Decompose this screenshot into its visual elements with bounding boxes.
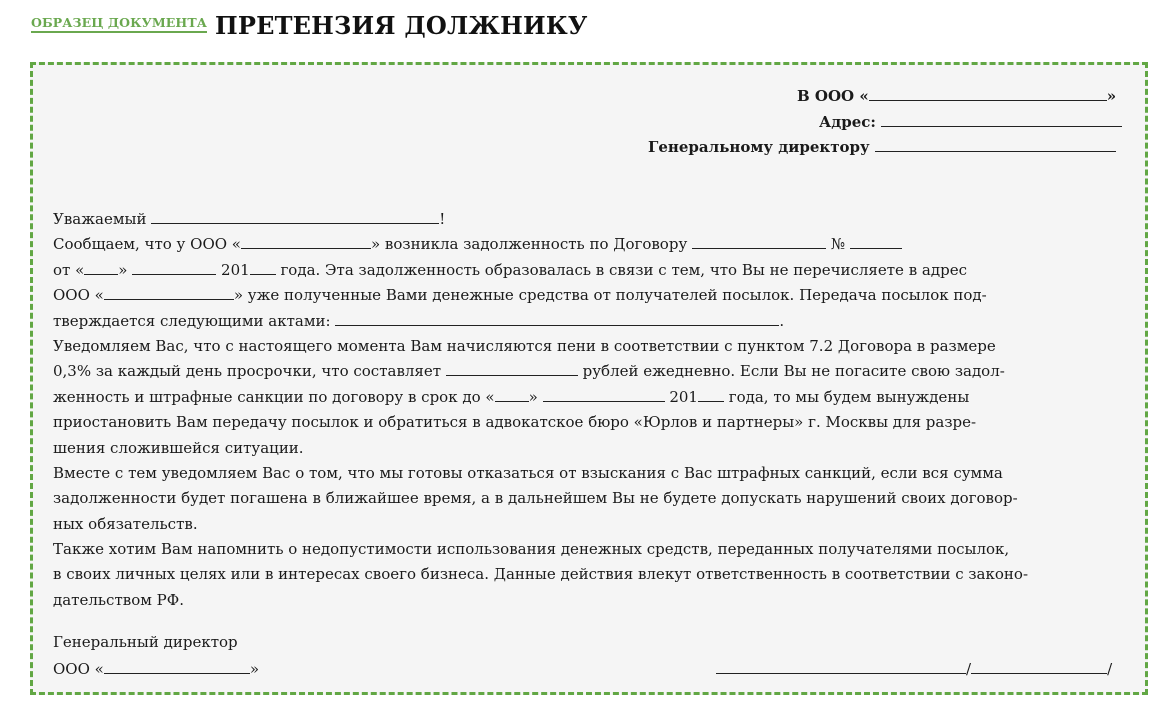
signature-slash: / <box>966 660 972 678</box>
debtor-company-blank <box>241 234 371 249</box>
signature-slash: / <box>1107 660 1113 678</box>
line-text: Вместе с тем уведомляем Вас о том, что мы готовы отказаться от взыскания с Вас штрафных санкций, если вся сумма <box>53 463 1003 482</box>
letter-line <box>53 283 1125 308</box>
greeting-line <box>53 207 1125 232</box>
line-text: рублей ежедневно. Если Вы не погасите свою задол- <box>582 362 1005 381</box>
letter-line <box>53 486 1125 511</box>
letter-line <box>53 562 1125 587</box>
name-decoding-blank <box>971 659 1107 674</box>
letter-line <box>53 537 1125 562</box>
addressee-company-suffix: » <box>1106 87 1117 105</box>
addressee-director-line <box>648 137 1116 156</box>
line-text: тверждается следующими актами: <box>53 311 331 330</box>
signature-position <box>53 633 238 651</box>
letter-line <box>53 258 1125 283</box>
addressee-company-prefix: В ООО « <box>797 87 869 105</box>
line-text: » <box>528 387 538 406</box>
letter-line <box>53 588 1125 613</box>
line-text: 201 <box>669 387 698 406</box>
document-header <box>31 6 588 40</box>
line-text: женность и штрафные санкции по договору в срок до « <box>53 387 495 406</box>
penalty-amount-blank <box>446 361 578 376</box>
letter-line <box>53 232 1125 257</box>
company-prefix: ООО « <box>53 660 104 678</box>
line-text: года, то мы будем вынуждены <box>728 387 970 406</box>
company-blank <box>104 285 234 300</box>
line-text: ООО « <box>53 286 104 305</box>
letter-line <box>53 436 1125 461</box>
address-label: Адрес: <box>819 113 876 131</box>
line-text: дательством РФ. <box>53 590 184 609</box>
address-blank <box>881 112 1122 127</box>
deadline-day-blank <box>495 387 529 402</box>
line-text: от « <box>53 260 85 279</box>
day-blank <box>84 260 118 275</box>
line-text: года. Эта задолженность образовалась в связи с тем, что Вы не перечисляете в адрес <box>280 260 967 279</box>
line-text: Уведомляем Вас, что с настоящего момента Вам начисляются пени в соответствии с пунктом 7.2 Договора в размере <box>53 336 996 355</box>
line-text: . <box>779 311 785 330</box>
signature-blank <box>716 659 966 674</box>
contract-name-blank <box>692 234 826 249</box>
director-name-blank <box>875 137 1116 152</box>
month-blank <box>132 260 216 275</box>
recipient-name-blank <box>151 209 439 224</box>
addressee-company-line <box>797 86 1116 105</box>
acts-blank <box>335 311 779 326</box>
letter-line <box>53 461 1125 486</box>
line-text: 201 <box>221 260 250 279</box>
line-text: шения сложившейся ситуации. <box>53 438 304 457</box>
deadline-year-blank <box>698 387 724 402</box>
addressee-address-line <box>819 112 1122 131</box>
greeting-text: Уважаемый <box>53 210 147 228</box>
letter-line <box>53 359 1125 384</box>
position-text: Генеральный директор <box>53 633 238 651</box>
line-text: 0,3% за каждый день просрочки, что составляет <box>53 362 442 381</box>
letter-line <box>53 512 1125 537</box>
company-name-blank <box>869 86 1107 101</box>
line-text: приостановить Вам передачу посылок и обратиться в адвокатское бюро «Юрлов и партнеры» г. Москвы для разре- <box>53 413 977 432</box>
line-text: » <box>118 260 128 279</box>
line-text: Сообщаем, что у ООО « <box>53 235 241 254</box>
company-suffix: » <box>249 660 260 678</box>
year-blank <box>250 260 276 275</box>
line-text: » возникла задолженность по Договору <box>370 235 688 254</box>
letter-line <box>53 385 1125 410</box>
page-title: ПРЕТЕНЗИЯ ДОЛЖНИКУ <box>215 11 588 40</box>
signature-company-line <box>53 659 259 678</box>
director-label: Генеральному директору <box>648 138 870 156</box>
signature-line <box>716 659 1112 678</box>
line-text: Также хотим Вам напомнить о недопустимости использования денежных средств, переданных получателями посылок, <box>53 540 1010 559</box>
line-text: № <box>830 235 846 254</box>
letter-line <box>53 309 1125 334</box>
letter-line <box>53 410 1125 435</box>
line-text: ных обязательств. <box>53 514 198 533</box>
deadline-month-blank <box>543 387 665 402</box>
line-text: задолженности будет погашена в ближайшее время, а в дальнейшем Вы не будете допускать нарушений своих договор- <box>53 489 1018 508</box>
contract-number-blank <box>850 234 902 249</box>
sample-document-tag: ОБРАЗЕЦ ДОКУМЕНТА <box>31 15 207 33</box>
line-text: в своих личных целях или в интересах своего бизнеса. Данные действия влекут ответственность в соответствии с законо- <box>53 565 1029 584</box>
letter-body <box>53 207 1125 613</box>
signature-company-blank <box>104 659 250 674</box>
letter-line <box>53 334 1125 359</box>
line-text: » уже полученные Вами денежные средства от получателей посылок. Передача посылок под- <box>233 286 987 305</box>
greeting-exclamation: ! <box>439 210 446 228</box>
